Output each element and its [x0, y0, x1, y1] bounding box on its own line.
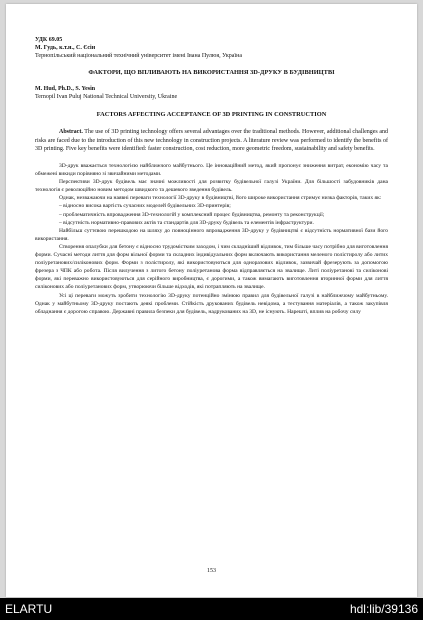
abstract-text: The use of 3D printing technology offers several advantages over the traditional methods. However, additional challenges and risks are faced due to the introduction of this new technology in construction projects. A literature review was performed to identify the benefits of 3D printing. Five key benefits were identified: faster construction, cost reduction, more geometric freedom, sustainability and safety benefits. — [35, 129, 388, 152]
document-page — [6, 4, 417, 597]
title-ua: ФАКТОРИ, ЩО ВПЛИВАЮТЬ НА ВИКОРИСТАННЯ 3D-ДРУКУ В БУДІВНИЦТВІ — [88, 69, 335, 76]
body-paragraph-6: Усі ці переваги можуть зробити технологію 3D-друку потенційно змінюю правил для будівельної галузі в найближчому майбутньому. Однак у майбутньому 3D-друку постають деякі проблеми. Стійкість друкованих будівель невідома, а тестування матеріалів, а також закупівля обладнання є дорогою справою. Державні правила безпеки для будівель, надрукованих на 3D, не існують. Нарешті, вплив на робочу силу — [35, 292, 388, 315]
affiliation-en: Ternopil Ivan Puluj National Technical University, Ukraine — [35, 94, 178, 101]
handle-link[interactable]: hdl:lib/39136 — [349, 602, 418, 616]
abstract — [35, 128, 388, 153]
page-number: 153 — [207, 568, 216, 574]
title-en: FACTORS AFFECTING ACCEPTANCE OF 3D PRINTING IN CONSTRUCTION — [96, 111, 327, 119]
udk-code: УДК 69.05 — [35, 37, 63, 43]
body-paragraph-1: 3D-друк вважається технологією найближчого майбутнього. Це інноваційний метод, який пропонує зниження витрат, економію часу та обмежені викиди порівняно зі звичайними методами. — [35, 163, 388, 178]
list-item: – відносно висока вартість сучасних моделей будівельних 3D-принтерів; — [59, 203, 231, 210]
body-paragraph-2: Перспективи 3D-друк будівель має значні можливості для розвитку будівельної галузі України. Для більшості забудовників дана технологія є революційно новим методом швидкого та дешевого зведення будівель. — [35, 179, 388, 194]
page-content — [35, 36, 388, 316]
authors-en: M. Hud, Ph.D., S. Yesin — [35, 86, 96, 93]
body-paragraph-3: Однак, незважаючи на наявні переваги технології 3D-друку в будівництві, його широке використання стримує низка факторів, таких як: — [59, 195, 382, 202]
repository-name: ELARTU — [5, 602, 53, 616]
factor-list — [35, 202, 388, 226]
status-bar — [0, 598, 423, 620]
list-item: – відсутність нормативно-правових актів та стандартів для 3D-друку будівель та елементів інфраструктури. — [59, 219, 314, 226]
affiliation-ua: Тернопільський національний технічний університет імені Івана Пулюя, Україна — [35, 53, 242, 59]
abstract-label: Abstract. — [59, 129, 83, 136]
list-item: – проблематичність впровадження 3D-технологій у комплексний процес будівництва, ремонту та реконструкції; — [59, 211, 325, 218]
authors-ua: М. Гудь, к.т.н., С. Єсін — [35, 45, 96, 51]
body-paragraph-4: Найбільш суттєвою перешкодою на шляху до повноцінного впровадження 3D-друку у будівництві є відсутність нормативної бази його використання. — [35, 227, 388, 242]
body-paragraph-5: Створення опалубки для бетону є відносно трудомістким заходом, і чим складніший відливок, тим більше часу потрібно для виготовлення форми. Сучасні методи лиття для форм вільної форми та складних індивідуальних форм включають використання меленого полістиролу або литих поліуретанових/силіконових форм. Форми з полістиролу, які використовуються для одноразових відливок, зазвичай фрезерують за допомогою фрезера з ЧПК або робота. Після вилучення з литого бетону поліуретанова форма відправляється на звалище. Литі поліуретанові та силіконові форми, які переважно використовуються для серійного виробництва, є дорогими, а також вимагають виготовлення вторинної форми для лиття силіконових або поліуретанових форм, утворюючи більше відходів, які потрапляють на звалище. — [35, 243, 388, 291]
